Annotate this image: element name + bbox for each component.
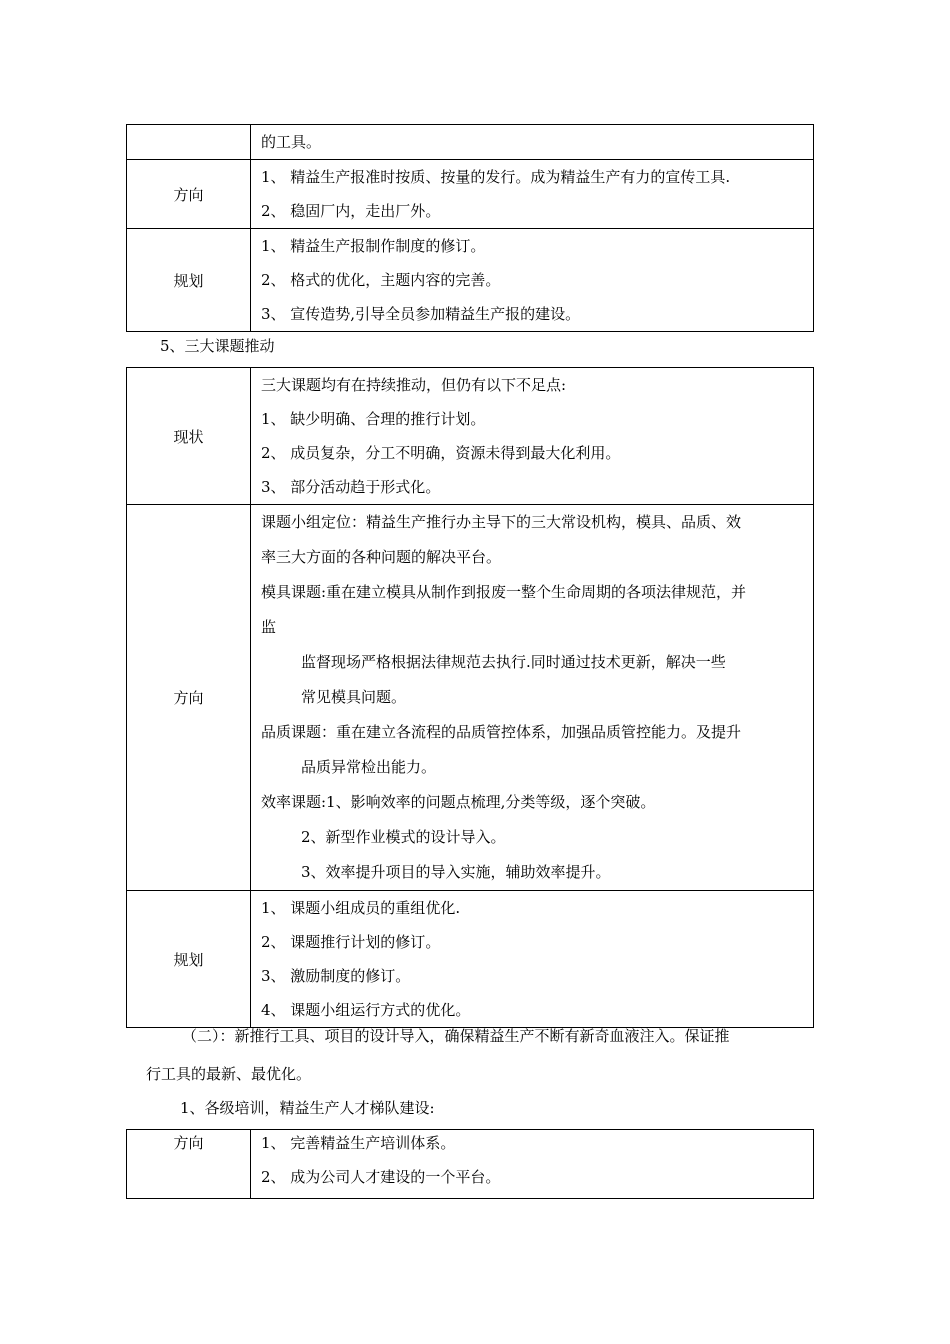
cell-line: 1、 完善精益生产培训体系。 (261, 1134, 456, 1152)
cell-line: 模具课题:重在建立模具从制作到报废一整个生命周期的各项法律规范，并 (261, 583, 747, 601)
cell-line: 2、 课题推行计划的修订。 (261, 933, 441, 951)
table-row (127, 368, 814, 505)
table-row (127, 160, 814, 229)
cell-line: 2、 成员复杂，分工不明确，资源未得到最大化利用。 (261, 444, 621, 462)
cell-line: 三大课题均有在持续推动，但仍有以下不足点: (261, 376, 567, 394)
table-row (127, 505, 814, 891)
row-content (251, 160, 814, 229)
section-heading: 1、各级培训，精益生产人才梯队建设: (180, 1099, 435, 1117)
table-three-topics (126, 367, 814, 1028)
cell-line: 2、 格式的优化，主题内容的完善。 (261, 271, 501, 289)
cell-line: 监督现场严格根据法律规范去执行.同时通过技术更新，解决一些 (301, 653, 726, 671)
row-label (127, 125, 251, 160)
cell-line: 2、新型作业模式的设计导入。 (301, 828, 506, 846)
row-content (251, 505, 814, 891)
cell-line: 1、 精益生产报制作制度的修订。 (261, 237, 486, 255)
cell-line: 品质异常检出能力。 (301, 758, 437, 776)
cell-line: 2、 稳固厂内，走出厂外。 (261, 202, 441, 220)
row-label: 方向 (127, 160, 251, 229)
cell-line: 的工具。 (261, 133, 322, 151)
row-content (251, 1130, 814, 1199)
cell-line: 4、 课题小组运行方式的优化。 (261, 1001, 471, 1019)
cell-line: 3、 部分活动趋于形式化。 (261, 478, 441, 496)
table-row (127, 1130, 814, 1199)
table-training (126, 1129, 814, 1199)
paragraph-line: 行工具的最新、最优化。 (146, 1065, 312, 1083)
cell-line: 率三大方面的各种问题的解决平台。 (261, 548, 502, 566)
cell-line: 品质课题：重在建立各流程的品质管控体系，加强品质管控能力。及提升 (261, 723, 742, 741)
row-content (251, 368, 814, 505)
row-label: 方向 (127, 1130, 251, 1199)
cell-line: 1、 课题小组成员的重组优化. (261, 899, 461, 917)
cell-line: 常见模具问题。 (301, 688, 407, 706)
row-content (251, 229, 814, 332)
cell-line: 课题小组定位：精益生产推行办主导下的三大常设机构，模具、品质、效 (261, 513, 742, 531)
row-label: 规划 (127, 229, 251, 332)
table-newsletter-plan (126, 124, 814, 332)
cell-line: 3、 激励制度的修订。 (261, 967, 411, 985)
row-label: 方向 (127, 505, 251, 891)
table-row (127, 125, 814, 160)
cell-line: 3、效率提升项目的导入实施，辅助效率提升。 (301, 863, 611, 881)
section-heading: 5、三大课题推动 (160, 337, 275, 355)
cell-line: 3、 宣传造势,引导全员参加精益生产报的建设。 (261, 305, 581, 323)
cell-line: 效率课题:1、影响效率的问题点梳理,分类等级，逐个突破。 (261, 793, 656, 811)
row-label: 规划 (127, 891, 251, 1028)
cell-line: 1、 缺少明确、合理的推行计划。 (261, 410, 486, 428)
row-label: 现状 (127, 368, 251, 505)
row-content (251, 125, 814, 160)
table-row (127, 229, 814, 332)
cell-line: 2、 成为公司人才建设的一个平台。 (261, 1168, 501, 1186)
cell-line: 监 (261, 618, 277, 636)
table-row (127, 891, 814, 1028)
cell-line: 1、 精益生产报准时按质、按量的发行。成为精益生产有力的宣传工具. (261, 168, 731, 186)
paragraph-line: （二）：新推行工具、项目的设计导入，确保精益生产不断有新奇血液注入。保证推 (182, 1027, 730, 1045)
row-content (251, 891, 814, 1028)
